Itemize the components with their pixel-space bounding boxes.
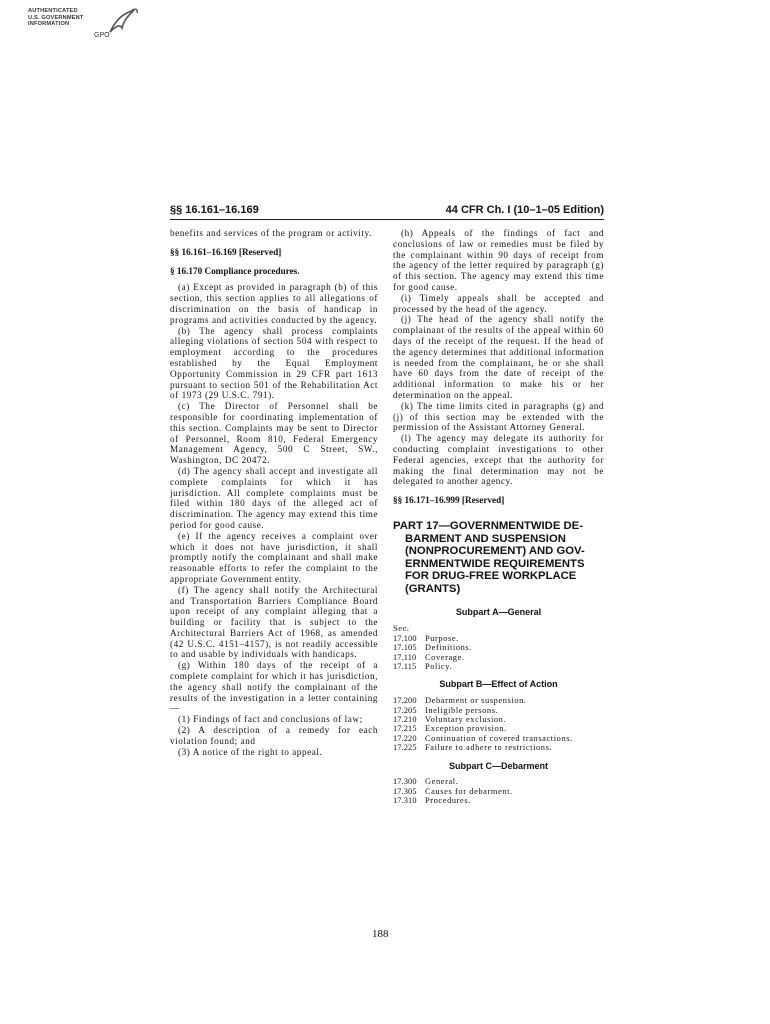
- subpart-heading: Subpart C—Debarment: [448, 760, 548, 771]
- section-heading: §§ 16.161–16.169 [Reserved]: [170, 246, 282, 257]
- eagle-icon: [108, 6, 140, 36]
- table-of-contents-b: [393, 696, 604, 752]
- paragraph-j: (j) The head of the agency shall notify the complainant of the results of the appeal within 60 days of the receipt of the request. If the head of the agency determines that additional information is needed from the complainant, he or she shall have 60 days from the date of receipt of the additional information to make his or her determination on the appeal.: [393, 314, 604, 400]
- left-column: [170, 228, 378, 757]
- part-title-line: PART 17—GOVERNMENTWIDE DE-: [393, 519, 583, 532]
- toc-row: [393, 724, 604, 733]
- part-title-line: (NONPROCUREMENT) AND GOV-: [405, 545, 585, 558]
- part-title-line: FOR DRUG-FREE WORKPLACE: [405, 570, 577, 583]
- paragraph-i: (i) Timely appeals shall be accepted and processed by the head of the agency.: [393, 292, 604, 314]
- logo-gpo: GPO: [94, 32, 110, 39]
- logo-line: U.S. GOVERNMENT: [28, 14, 84, 21]
- toc-number: 17.105: [393, 643, 417, 653]
- paragraph-l: (l) The agency may delegate its authority for conducting complaint investigations to other Federal agencies, except that the authority for making the final determination may not be delegated to another agency.: [393, 433, 604, 487]
- paragraph-b: (b) The agency shall process complaints alleging violations of section 504 with respect to employment according to the procedures established by the Equal Employment Opportunity Commission in 29 CFR part 1613 pursuant to section 501 of the Rehabilitation Act of 1973 (29 U.S.C. 791).: [170, 325, 378, 401]
- paragraph-g3: (3) A notice of the right to appeal.: [178, 746, 323, 757]
- toc-number: 17.305: [393, 786, 417, 796]
- paragraph-f: (f) The agency shall notify the Architectural and Transportation Barriers Compliance Board upon receipt of any complaint alleging that a building or facility that is subject to the Architectural Barriers Act of 1968, as amended (42 U.S.C. 4151–4157), is not readily accessible to and usable by individuals with handicaps.: [170, 584, 378, 660]
- toc-title: Causes for debarment.: [425, 786, 513, 796]
- toc-number: 17.200: [393, 696, 417, 706]
- paragraph-g2: (2) A description of a remedy for each violation found; and: [170, 725, 378, 746]
- section-heading: §§ 16.171–16.999 [Reserved]: [393, 495, 505, 506]
- toc-title: Failure to adhere to restrictions.: [425, 743, 553, 753]
- toc-number: 17.110: [393, 652, 417, 662]
- toc-number: 17.210: [393, 714, 417, 724]
- logo-text: [28, 8, 84, 28]
- toc-number: 17.100: [393, 633, 417, 643]
- toc-title: Purpose.: [425, 633, 459, 643]
- subpart-heading: Subpart B—Effect of Action: [439, 679, 558, 690]
- toc-title: Debarment or suspension.: [425, 696, 527, 706]
- gpo-authentication-logo: [28, 6, 148, 48]
- part-title-line: BARMENT AND SUSPENSION: [405, 532, 566, 545]
- toc-title: Definitions.: [425, 643, 472, 653]
- toc-title: Coverage.: [425, 652, 465, 662]
- toc-number: 17.220: [393, 733, 417, 743]
- paragraph-h: (h) Appeals of the findings of fact and conclusions of law or remedies must be filed by the complainant within 90 days of receipt from the agency of the letter required by paragraph (g) of this section. The agency may extend this time for good cause.: [393, 228, 604, 292]
- header-cfr-edition: 44 CFR Ch. I (10–1–05 Edition): [445, 204, 604, 216]
- part-title-line: ERNMENTWIDE REQUIREMENTS: [405, 557, 585, 570]
- toc-number: 17.115: [393, 661, 417, 671]
- toc-row: [393, 743, 604, 752]
- right-column: [393, 228, 604, 812]
- subpart-heading: Subpart A—General: [455, 607, 542, 618]
- paragraph-g: (g) Within 180 days of the receipt of a complete complaint for which it has jurisdiction, the agency shall notify the complainant of the results of the investigation in a letter containing—: [170, 660, 378, 714]
- paragraph-e: (e) If the agency receives a complaint over which it does not have jurisdiction, it shall promptly notify the complainant and shall make reasonable efforts to refer the complaint to the appropriate Government entity.: [170, 530, 378, 584]
- toc-row: [393, 643, 604, 652]
- toc-number: 17.310: [393, 796, 417, 806]
- toc-row: [393, 777, 604, 786]
- toc-number: 17.225: [393, 743, 417, 753]
- toc-row: [393, 696, 604, 705]
- part-title-line: (GRANTS): [405, 582, 461, 595]
- toc-row: [393, 734, 604, 743]
- toc-number: 17.205: [393, 705, 417, 715]
- toc-row: [393, 796, 604, 805]
- toc-title: Voluntary exclusion.: [425, 714, 507, 724]
- toc-row: [393, 787, 604, 796]
- toc-title: Exception provision.: [425, 724, 507, 734]
- toc-title: Policy.: [425, 661, 453, 671]
- logo-line: INFORMATION: [28, 21, 70, 27]
- toc-row: [393, 634, 604, 643]
- running-header: [170, 204, 604, 218]
- paragraph-g1: (1) Findings of fact and conclusions of law;: [178, 714, 363, 725]
- toc-row: [393, 653, 604, 662]
- paragraph-a: (a) Except as provided in paragraph (b) of this section, this section applies to all allegations of discrimination on the basis of handicap in programs and activities conducted by the agency.: [170, 282, 378, 325]
- toc-row: [393, 662, 604, 671]
- paragraph: benefits and services of the program or activity.: [170, 228, 372, 238]
- section-heading: § 16.170 Compliance procedures.: [170, 265, 300, 276]
- toc-title: Ineligible persons.: [425, 705, 499, 715]
- toc-number: 17.300: [393, 777, 417, 787]
- toc-row: [393, 706, 604, 715]
- header-rule: [170, 219, 604, 220]
- table-of-contents-c: [393, 777, 604, 805]
- sec-label: Sec.: [393, 624, 410, 634]
- toc-title: General.: [425, 777, 459, 787]
- paragraph-k: (k) The time limits cited in paragraphs (g) and (j) of this section may be extended with the permission of the Assistant Attorney General.: [393, 400, 604, 433]
- table-of-contents-a: [393, 624, 604, 671]
- toc-title: Continuation of covered transactions.: [425, 733, 573, 743]
- paragraph-c: (c) The Director of Personnel shall be responsible for coordinating implementation of this section. Complaints may be sent to Director of Personnel, Room 810, Federal Emergency Management Agency, 500 C Street, SW., Washington, DC 20472.: [170, 401, 378, 466]
- toc-row: [393, 715, 604, 724]
- logo-line: AUTHENTICATED: [28, 8, 78, 14]
- page-number: 188: [372, 928, 389, 940]
- toc-title: Procedures.: [425, 796, 471, 806]
- paragraph-d: (d) The agency shall accept and investigate all complete complaints for which it has jurisdiction. All complete complaints must be filed within 180 days of the alleged act of discrimination. The agency may extend this time period for good cause.: [170, 465, 378, 530]
- header-section-range: §§ 16.161–16.169: [170, 204, 259, 216]
- toc-number: 17.215: [393, 724, 417, 734]
- part-title: [393, 520, 604, 596]
